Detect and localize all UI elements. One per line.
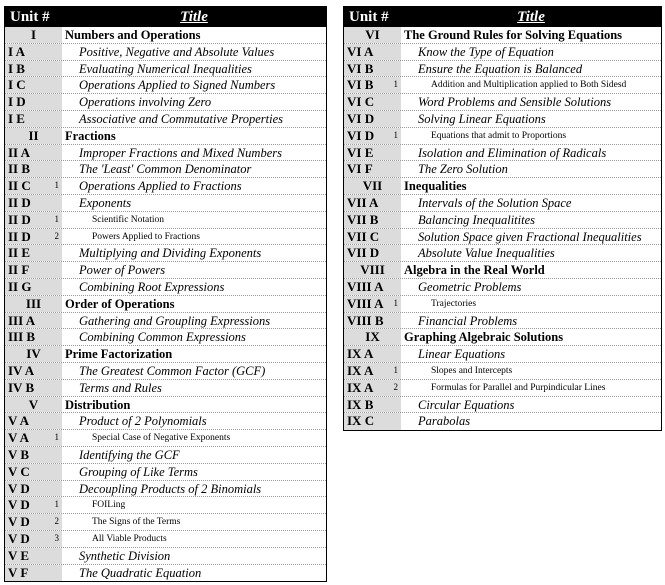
unit-number: V A xyxy=(8,430,30,446)
table-row xyxy=(5,430,326,447)
title-cell: Associative and Commutative Properties xyxy=(79,111,284,126)
table-row xyxy=(5,380,326,397)
unit-cell xyxy=(344,27,401,43)
table-row xyxy=(5,279,326,296)
unit-number: V D xyxy=(8,514,30,530)
title-cell: Equations that admit to Proportions xyxy=(431,130,567,141)
unit-cell xyxy=(344,397,401,413)
unit-cell xyxy=(344,61,401,77)
table-row xyxy=(5,329,326,346)
unit-cell xyxy=(344,363,401,379)
title-cell: Linear Equations xyxy=(418,347,506,362)
unit-number: IX xyxy=(365,329,380,345)
unit-number: II D xyxy=(8,194,31,210)
title-cell: Grouping of Like Terms xyxy=(79,464,198,479)
unit-cell xyxy=(5,77,62,93)
unit-subindex: 1 xyxy=(54,499,59,510)
unit-cell xyxy=(344,329,401,345)
unit-number: IX B xyxy=(347,396,374,412)
table-row xyxy=(344,245,661,262)
table-row xyxy=(5,413,326,430)
unit-number: I A xyxy=(8,43,25,59)
unit-number: V F xyxy=(8,564,29,580)
unit-subindex: 1 xyxy=(393,129,398,140)
unit-number: V B xyxy=(8,446,30,462)
title-cell: The Ground Rules for Solving Equations xyxy=(404,28,623,42)
table-row xyxy=(5,262,326,279)
unit-cell xyxy=(344,313,401,329)
title-cell: Combining Root Expressions xyxy=(79,279,225,294)
title-cell: Power of Powers xyxy=(79,263,166,278)
unit-subindex: 2 xyxy=(54,230,59,241)
unit-cell xyxy=(344,111,401,127)
table-row xyxy=(344,44,661,61)
table-row xyxy=(5,178,326,195)
title-cell: The Zero Solution xyxy=(418,162,508,177)
table-row xyxy=(5,128,326,145)
unit-cell xyxy=(344,245,401,261)
unit-number: VII C xyxy=(347,228,380,244)
unit-number: III A xyxy=(8,312,36,328)
title-cell: Algebra in the Real World xyxy=(404,263,545,278)
title-cell: Solution Space given Fractional Inequalities xyxy=(418,229,642,244)
unit-cell xyxy=(5,397,62,413)
unit-number: VI A xyxy=(347,43,374,59)
unit-column-header: Unit # xyxy=(10,8,50,25)
unit-number: V xyxy=(28,396,39,412)
unit-number: V C xyxy=(8,463,30,479)
table-row xyxy=(344,161,661,178)
unit-cell xyxy=(5,329,62,345)
title-cell: All Viable Products xyxy=(92,533,167,544)
unit-cell xyxy=(5,94,62,110)
unit-cell xyxy=(5,514,62,530)
unit-cell xyxy=(344,346,401,362)
title-cell: Scientific Notation xyxy=(92,214,165,225)
unit-number: I B xyxy=(8,60,25,76)
unit-cell xyxy=(5,413,62,429)
table-row xyxy=(344,229,661,246)
table-row xyxy=(5,296,326,313)
unit-subindex: 1 xyxy=(393,297,398,308)
table-row xyxy=(344,413,661,430)
unit-cell xyxy=(5,447,62,463)
table-row xyxy=(344,329,661,346)
unit-cell xyxy=(5,178,62,194)
title-cell: The Greatest Common Factor (GCF) xyxy=(79,363,266,378)
table-row xyxy=(344,279,661,296)
table-row xyxy=(344,296,661,313)
table-row xyxy=(344,27,661,44)
unit-cell xyxy=(5,262,62,278)
unit-cell xyxy=(5,531,62,547)
unit-cell xyxy=(344,94,401,110)
unit-cell xyxy=(344,44,401,60)
title-cell: Decoupling Products of 2 Binomials xyxy=(79,481,262,496)
title-cell: Numbers and Operations xyxy=(65,28,201,42)
title-cell: The Quadratic Equation xyxy=(79,565,202,580)
title-cell: The Signs of the Terms xyxy=(92,517,181,528)
unit-cell xyxy=(5,195,62,211)
title-cell: Absolute Value Inequalities xyxy=(418,246,555,261)
unit-cell xyxy=(344,279,401,295)
unit-cell xyxy=(5,212,62,228)
table-row xyxy=(5,464,326,481)
title-cell: Know the Type of Equation xyxy=(418,44,554,59)
table-row xyxy=(5,161,326,178)
unit-cell xyxy=(5,565,62,582)
unit-cell xyxy=(5,279,62,295)
unit-cell xyxy=(5,111,62,127)
title-cell: Distribution xyxy=(65,397,131,412)
unit-number: VI B xyxy=(347,77,374,93)
table-row xyxy=(344,397,661,414)
unit-number: I D xyxy=(8,94,26,110)
unit-number: V E xyxy=(8,547,30,563)
table-row xyxy=(344,145,661,162)
unit-number: I C xyxy=(8,77,26,93)
unit-number: II G xyxy=(8,278,32,294)
unit-cell xyxy=(344,77,401,93)
unit-cell xyxy=(5,430,62,446)
table-row xyxy=(5,229,326,246)
unit-number: VI B xyxy=(347,60,374,76)
table-row xyxy=(5,397,326,414)
title-cell: Isolation and Elimination of Radicals xyxy=(418,145,607,160)
unit-cell xyxy=(5,145,62,161)
unit-subindex: 1 xyxy=(393,79,398,90)
unit-number: VI D xyxy=(347,110,375,126)
unit-number: IV A xyxy=(8,362,35,378)
title-cell: Exponents xyxy=(79,195,132,210)
unit-number: VI E xyxy=(347,144,374,160)
unit-number: III B xyxy=(8,329,36,345)
title-cell: Inequalities xyxy=(404,179,467,194)
unit-cell xyxy=(344,296,401,312)
unit-cell xyxy=(5,245,62,261)
unit-cell xyxy=(344,145,401,161)
title-cell: Positive, Negative and Absolute Values xyxy=(79,44,275,59)
title-cell: Operations Applied to Fractions xyxy=(79,179,242,194)
title-cell: Product of 2 Polynomials xyxy=(79,414,207,429)
unit-cell xyxy=(344,380,401,396)
unit-number: VI F xyxy=(347,161,373,177)
title-cell: Graphing Algebraic Solutions xyxy=(404,330,564,345)
table-row xyxy=(344,346,661,363)
title-cell: Multiplying and Dividing Exponents xyxy=(79,246,262,261)
unit-subindex: 1 xyxy=(54,432,59,443)
table-header xyxy=(5,7,326,27)
unit-number: III xyxy=(25,295,42,311)
table-row xyxy=(5,111,326,128)
table-row xyxy=(5,94,326,111)
unit-number: VII D xyxy=(347,245,380,261)
title-column-header: Title xyxy=(180,8,208,25)
left-table xyxy=(4,6,327,582)
unit-cell xyxy=(344,413,401,430)
unit-cell xyxy=(5,61,62,77)
unit-subindex: 1 xyxy=(54,180,59,191)
table-row xyxy=(5,565,326,582)
unit-number: V D xyxy=(8,497,30,513)
title-cell: Circular Equations xyxy=(418,397,515,412)
unit-cell xyxy=(5,313,62,329)
table-row xyxy=(344,195,661,212)
right-table xyxy=(343,6,662,431)
unit-cell xyxy=(5,481,62,497)
unit-number: II F xyxy=(8,262,30,278)
title-cell: Order of Operations xyxy=(65,296,175,311)
unit-number: IX A xyxy=(347,379,374,395)
unit-number: I xyxy=(30,27,37,42)
title-cell: Ensure the Equation is Balanced xyxy=(418,61,583,76)
unit-number: V D xyxy=(8,530,30,546)
table-row xyxy=(5,548,326,565)
unit-cell xyxy=(5,27,62,43)
table-header xyxy=(344,7,661,27)
unit-number: IV B xyxy=(8,379,35,395)
title-cell: Combining Common Expressions xyxy=(79,330,246,345)
title-cell: Operations Applied to Signed Numbers xyxy=(79,78,276,93)
unit-number: IX A xyxy=(347,362,374,378)
unit-cell xyxy=(344,195,401,211)
unit-number: VI C xyxy=(347,94,375,110)
unit-cell xyxy=(5,296,62,312)
unit-subindex: 1 xyxy=(393,364,398,375)
unit-number: IV xyxy=(26,346,41,362)
unit-cell xyxy=(5,229,62,245)
unit-number: II xyxy=(28,127,39,143)
table-row xyxy=(344,77,661,94)
unit-number: VI D xyxy=(347,127,375,143)
unit-number: II D xyxy=(8,228,31,244)
unit-cell xyxy=(5,548,62,564)
title-cell: Terms and Rules xyxy=(79,380,162,395)
table-row xyxy=(5,363,326,380)
title-cell: Geometric Problems xyxy=(418,279,522,294)
table-row xyxy=(344,380,661,397)
title-cell: Intervals of the Solution Space xyxy=(418,195,572,210)
left-table-body xyxy=(5,27,326,581)
table-row xyxy=(5,245,326,262)
unit-cell xyxy=(344,161,401,177)
unit-cell xyxy=(5,346,62,362)
unit-number: VII A xyxy=(347,194,379,210)
title-cell: The 'Least' Common Denominator xyxy=(79,162,252,177)
table-row xyxy=(344,212,661,229)
title-cell: Addition and Multiplication applied to Both Sidesd xyxy=(431,80,627,91)
table-row xyxy=(344,94,661,111)
table-row xyxy=(5,497,326,514)
unit-number: VIII xyxy=(360,262,385,278)
unit-cell xyxy=(344,229,401,245)
title-cell: Solving Linear Equations xyxy=(418,111,546,126)
unit-subindex: 2 xyxy=(54,516,59,527)
unit-number: VIII B xyxy=(347,312,384,328)
title-cell: Financial Problems xyxy=(418,313,518,328)
unit-column-header: Unit # xyxy=(349,8,389,25)
table-row xyxy=(5,145,326,162)
table-row xyxy=(5,481,326,498)
right-table-body xyxy=(344,27,661,430)
unit-number: II D xyxy=(8,211,31,227)
unit-number: VIII A xyxy=(347,278,384,294)
table-row xyxy=(344,61,661,78)
table-row xyxy=(344,262,661,279)
table-row xyxy=(5,531,326,548)
unit-cell xyxy=(344,128,401,144)
unit-cell xyxy=(5,380,62,396)
title-cell: Word Problems and Sensible Solutions xyxy=(418,95,612,110)
unit-cell xyxy=(5,363,62,379)
unit-cell xyxy=(344,178,401,194)
table-row xyxy=(344,128,661,145)
unit-number: VIII A xyxy=(347,295,384,311)
unit-number: I E xyxy=(8,110,25,126)
table-row xyxy=(5,313,326,330)
table-row xyxy=(5,77,326,94)
table-row xyxy=(5,61,326,78)
table-row xyxy=(5,195,326,212)
unit-cell xyxy=(5,128,62,144)
unit-number: IX C xyxy=(347,413,375,429)
table-row xyxy=(344,178,661,195)
title-cell: FOILing xyxy=(92,500,126,511)
unit-number: V A xyxy=(8,413,30,429)
unit-number: V D xyxy=(8,480,30,496)
title-cell: Powers Applied to Fractions xyxy=(92,231,200,242)
unit-number: II E xyxy=(8,245,31,261)
title-cell: Synthetic Division xyxy=(79,548,171,563)
unit-cell xyxy=(5,44,62,60)
unit-subindex: 3 xyxy=(54,532,59,543)
unit-cell xyxy=(5,497,62,513)
unit-cell xyxy=(5,464,62,480)
title-cell: Special Case of Negative Exponents xyxy=(92,433,231,444)
title-cell: Slopes and Intercepts xyxy=(431,365,513,376)
table-row xyxy=(5,27,326,44)
title-cell: Identifying the GCF xyxy=(79,447,180,462)
unit-subindex: 1 xyxy=(54,213,59,224)
table-row xyxy=(5,44,326,61)
unit-cell xyxy=(344,212,401,228)
unit-number: VII xyxy=(362,178,383,194)
table-row xyxy=(5,346,326,363)
title-cell: Parabolas xyxy=(418,414,471,429)
unit-number: VII B xyxy=(347,211,379,227)
table-row xyxy=(344,363,661,380)
unit-cell xyxy=(344,262,401,278)
unit-subindex: 2 xyxy=(393,381,398,392)
title-column-header: Title xyxy=(517,8,545,25)
table-row xyxy=(5,447,326,464)
unit-number: IX A xyxy=(347,346,374,362)
table-row xyxy=(5,514,326,531)
title-cell: Trajectories xyxy=(431,298,477,309)
table-row xyxy=(344,111,661,128)
title-cell: Formulas for Parallel and Purpindicular Lines xyxy=(431,382,606,393)
title-cell: Balancing Inequalitites xyxy=(418,212,535,227)
title-cell: Prime Factorization xyxy=(65,347,173,362)
unit-number: II A xyxy=(8,144,31,160)
title-cell: Improper Fractions and Mixed Numbers xyxy=(79,145,282,160)
unit-cell xyxy=(5,161,62,177)
unit-number: II C xyxy=(8,178,31,194)
unit-number: II B xyxy=(8,161,31,177)
title-cell: Fractions xyxy=(65,128,116,143)
table-row xyxy=(5,212,326,229)
unit-number: VI xyxy=(365,27,380,42)
title-cell: Gathering and Groupling Expressions xyxy=(79,313,271,328)
title-cell: Evaluating Numerical Inequalities xyxy=(79,61,252,76)
title-cell: Operations involving Zero xyxy=(79,95,212,110)
table-row xyxy=(344,313,661,330)
